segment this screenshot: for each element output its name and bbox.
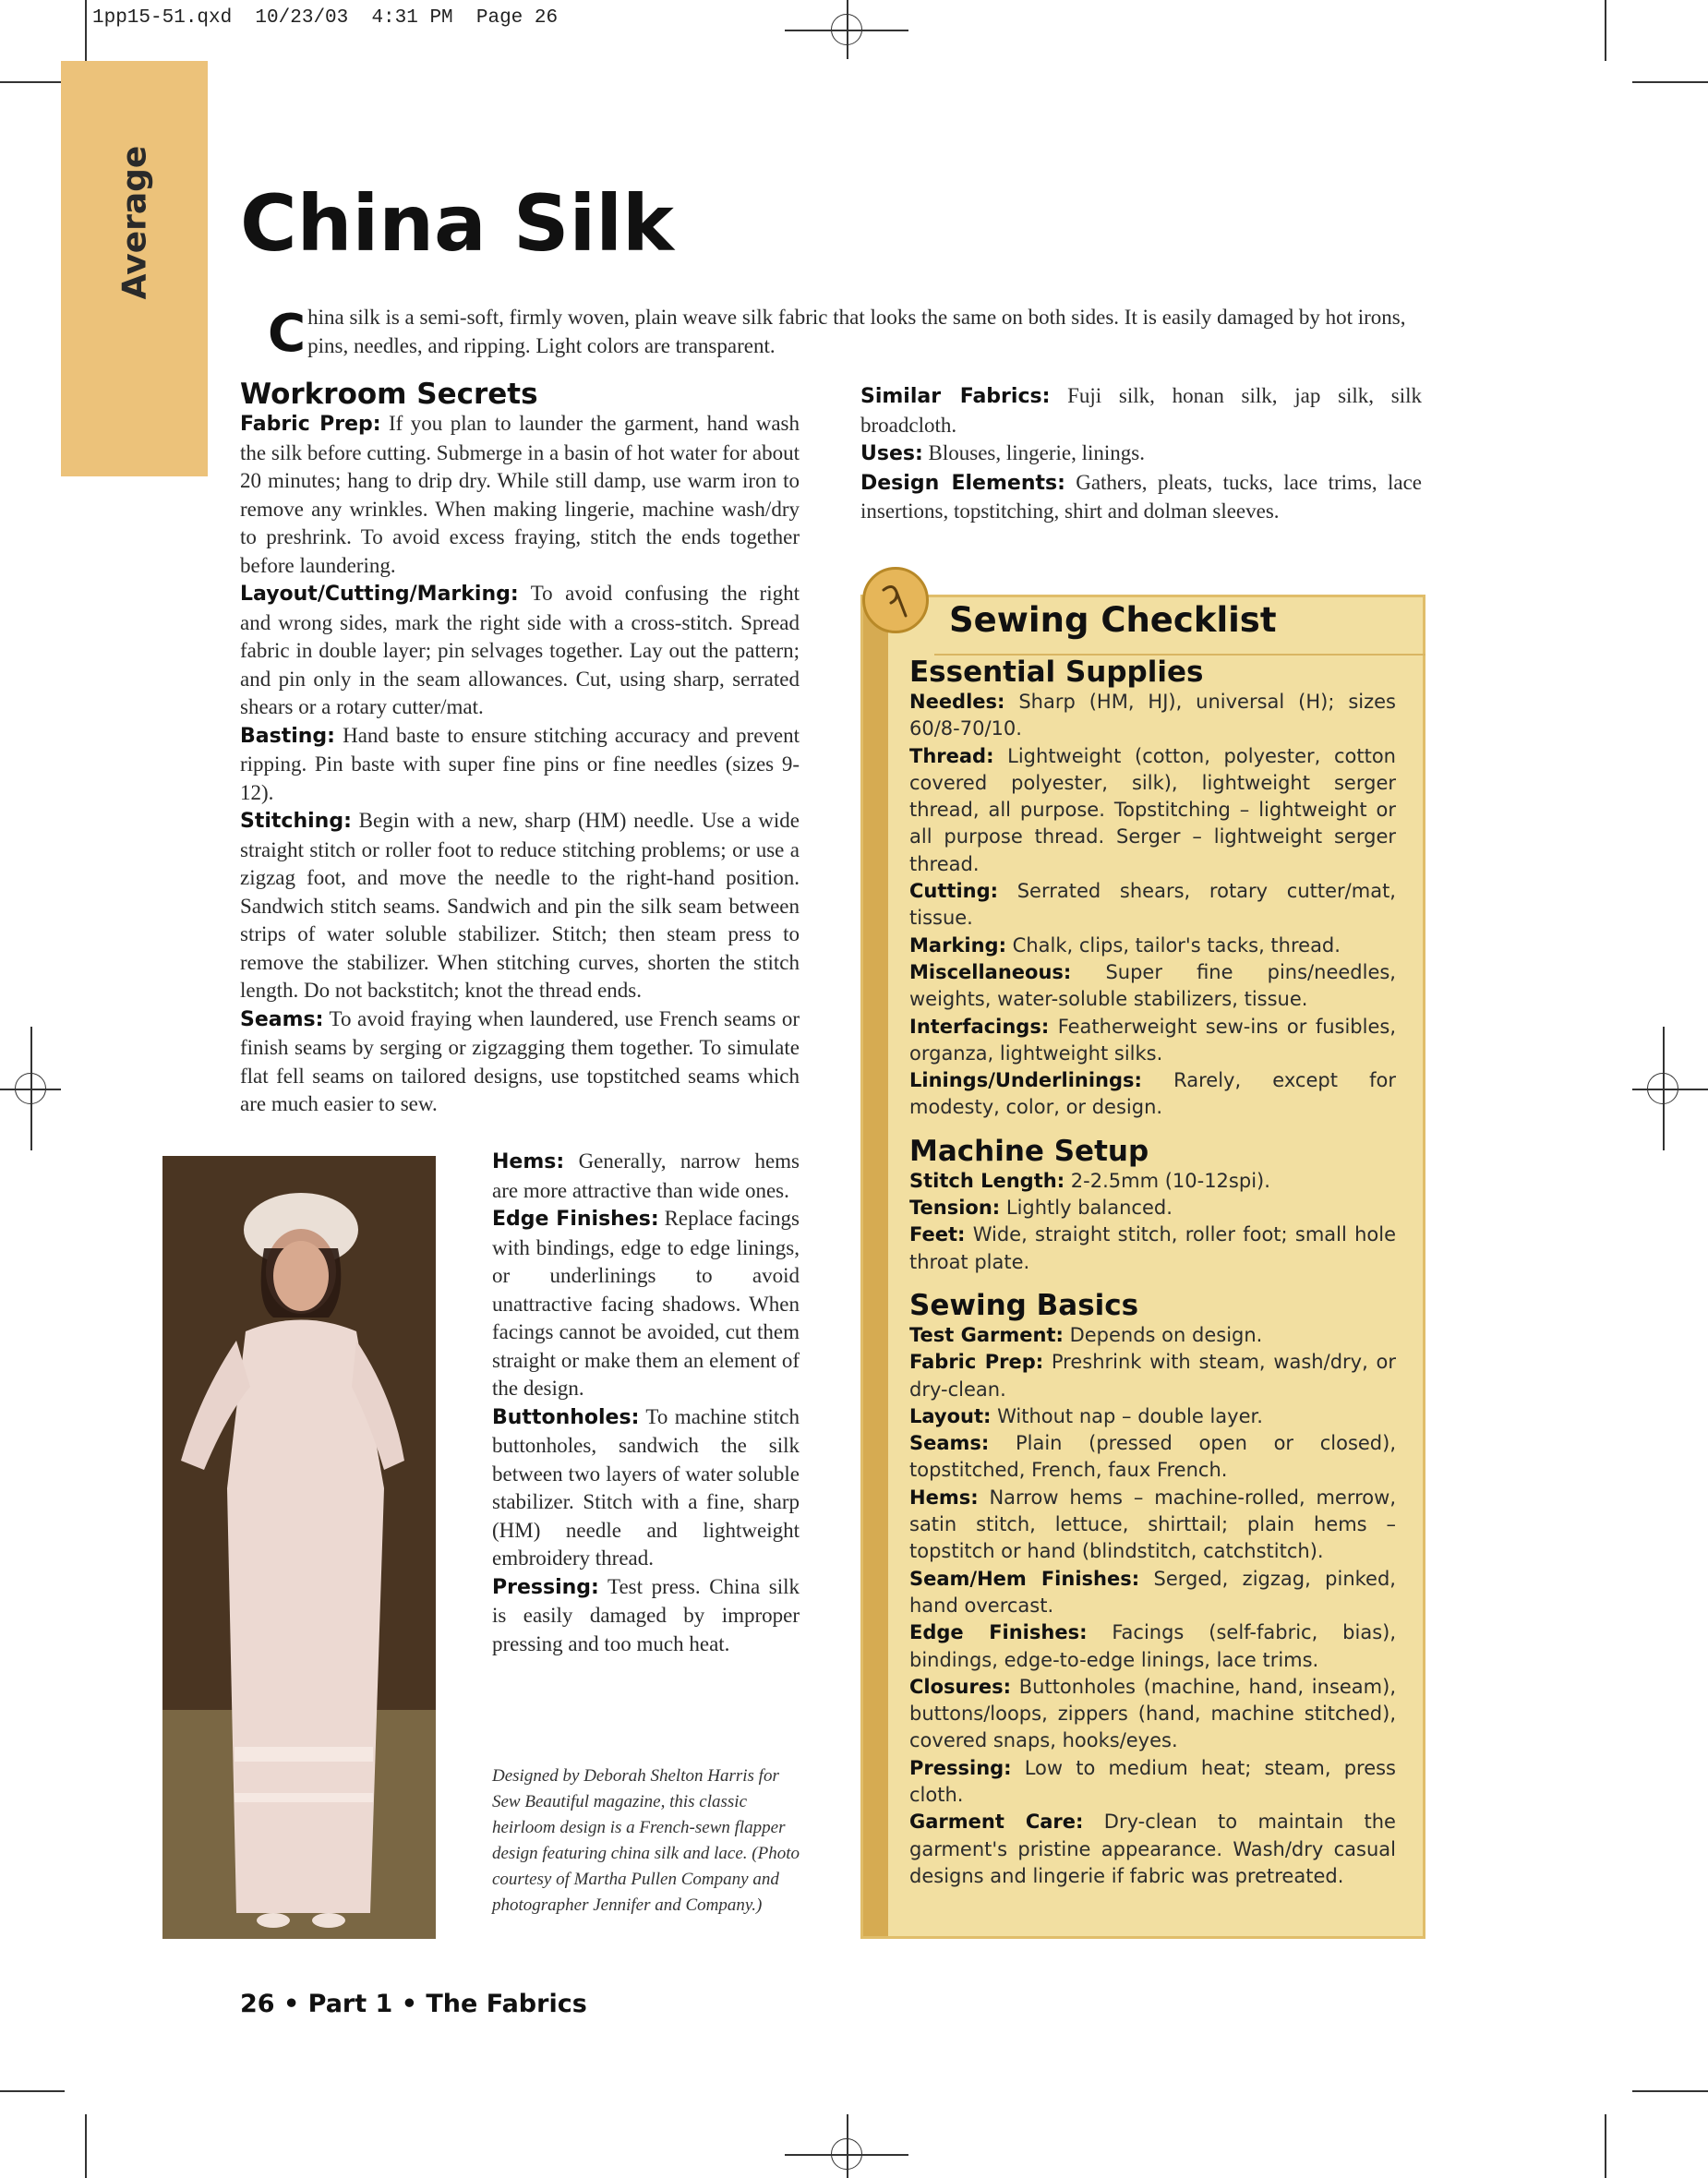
item-lead: Fabric Prep: <box>909 1351 1044 1374</box>
paragraph <box>492 1205 800 1403</box>
checklist-section-heading: Machine Setup <box>909 1134 1149 1168</box>
photo-caption: Designed by Deborah Shelton Harris for Sew Beautiful magazine, this classic heirloom design is a French-sewn flapper design featuring china silk and lace. (Photo courtesy of Martha Pullen Company and photographer Jennifer and Company.) <box>492 1766 800 1915</box>
item-lead: Pressing: <box>909 1756 1012 1779</box>
checklist-item <box>909 1221 1396 1276</box>
paragraph <box>492 1403 800 1573</box>
paragraph <box>492 1148 800 1205</box>
crop-mark <box>85 2114 87 2178</box>
intro-text: hina silk is a semi-soft, firmly woven, plain weave silk fabric that looks the same on both sides. It is easily damaged by hot irons, pins, needles, and ripping. Light colors are transparent. <box>307 306 1406 357</box>
item-lead: Interfacings: <box>909 1015 1050 1038</box>
item-text: Lightly balanced. <box>1000 1197 1173 1220</box>
item-lead: Closures: <box>909 1675 1011 1698</box>
item-text: 2-2.5mm (10-12spi). <box>1064 1169 1270 1192</box>
sewing-checklist <box>860 595 1425 1939</box>
checklist-item <box>909 1619 1396 1674</box>
woman-in-silk-dress-photo <box>162 1156 436 1939</box>
paragraph-lead: Fabric Prep: <box>240 413 381 436</box>
paragraph-text: Generally, narrow hems are more attractive than wide ones. <box>492 1149 800 1202</box>
item-lead: Edge Finishes: <box>909 1621 1088 1644</box>
item-lead: Miscellaneous: <box>909 960 1072 983</box>
paragraph-lead: Design Elements: <box>860 471 1065 495</box>
item-text: Narrow hems – machine-rolled, merrow, satin stitch, lettuce, shirttail; plain hems – topstitch or hand (blindstitch, catchstitch). <box>909 1486 1396 1563</box>
item-text: Plain (pressed open or closed), topstitched, French, faux French. <box>909 1432 1396 1482</box>
item-text: Without nap – double layer. <box>991 1404 1263 1427</box>
page-title: China Silk <box>240 178 674 269</box>
paragraph-lead: Hems: <box>492 1150 565 1173</box>
drop-cap: C <box>268 304 307 364</box>
checklist-item <box>909 1349 1396 1403</box>
item-lead: Hems: <box>909 1486 979 1509</box>
checklist-item <box>909 1014 1396 1068</box>
paragraph <box>240 1005 800 1119</box>
item-lead: Stitch Length: <box>909 1169 1065 1192</box>
checklist-item <box>909 878 1396 933</box>
intro-paragraph <box>240 303 1422 364</box>
paragraph-text: Begin with a new, sharp (HM) needle. Use a wide straight stitch or roller foot to reduce stitching problems; or use a zigzag foot, and move the needle to the right-hand position. Sandwich stitch seams. Sandwich and pin the silk seam between strips of water soluble stabilizer. Stitch; then steam press to remove the stabilizer. When stitching curves, shorten the stitch length. Do not backstitch; knot the thread ends. <box>240 809 800 1002</box>
paragraph-lead: Edge Finishes: <box>492 1208 659 1231</box>
paragraph-text: Replace facings with bindings, edge to edge linings, or underlinings to avoid unattractive facing shadows. When facings cannot be avoided, cut them straight or make them an element of the design. <box>492 1207 800 1400</box>
paragraph <box>240 722 800 808</box>
paragraph-text: Hand baste to ensure stitching accuracy and prevent ripping. Pin baste with super fine pins or fine needles (sizes 9-12). <box>240 723 800 804</box>
item-lead: Seams: <box>909 1432 990 1455</box>
checklist-item <box>909 959 1396 1014</box>
paragraph-lead: Uses: <box>860 442 923 465</box>
paragraph <box>240 410 800 580</box>
item-text: Buttonholes (machine, hand, inseam), buttons/loops, zippers (hand, machine stitched), covered snaps, hooks/eyes. <box>909 1675 1396 1752</box>
item-lead: Seam/Hem Finishes: <box>909 1567 1140 1590</box>
workroom-secrets-continued <box>492 1148 800 1658</box>
item-text: Featherweight sew-ins or fusibles, organza, lightweight silks. <box>909 1015 1396 1065</box>
checklist-item <box>909 1809 1396 1890</box>
checklist-item <box>909 689 1396 743</box>
item-text: Super fine pins/needles, weights, water-soluble stabilizers, tissue. <box>909 960 1396 1011</box>
paragraph-text: To avoid fraying when laundered, use French seams or finish seams by serging or zigzagging them together. To simulate flat fell seams on tailored designs, use topstitched seams which are much easier to sew. <box>240 1006 800 1115</box>
item-text: Preshrink with steam, wash/dry, or dry-clean. <box>909 1351 1396 1401</box>
paragraph-text: If you plan to launder the garment, hand wash the silk before cutting. Submerge in a basin of hot water for about 20 minutes; hang to drip dry. While still damp, use warm iron to remove any wrinkles. When making lingerie, machine wash/dry to preshrink. To avoid excess fraying, stitch the ends together before laundering. <box>240 412 800 577</box>
crop-mark <box>1605 0 1606 61</box>
checklist-item <box>909 933 1396 959</box>
item-lead: Needles: <box>909 691 1005 713</box>
paragraph-lead: Similar Fabrics: <box>860 385 1051 408</box>
item-text: Dry-clean to maintain the garment's pristine appearance. Wash/dry casual designs and lingerie if fabric was pretreated. <box>909 1811 1396 1887</box>
checklist-item <box>909 1067 1396 1122</box>
item-lead: Layout: <box>909 1404 992 1427</box>
paragraph-lead: Seams: <box>240 1007 324 1031</box>
item-lead: Cutting: <box>909 880 999 903</box>
paragraph-text: Test press. China silk is easily damaged by improper pressing and too much heat. <box>492 1574 800 1655</box>
checklist-section-heading: Essential Supplies <box>909 656 1204 689</box>
checklist-item <box>909 1168 1396 1195</box>
workroom-secrets <box>240 379 800 1119</box>
item-lead: Garment Care: <box>909 1811 1084 1834</box>
paragraph <box>860 382 1422 439</box>
crop-mark <box>1605 2114 1606 2178</box>
item-lead: Marking: <box>909 933 1006 957</box>
paragraph <box>492 1573 800 1659</box>
crop-mark <box>0 2090 65 2092</box>
paragraph-lead: Layout/Cutting/Marking: <box>240 583 519 606</box>
checklist-item <box>909 1322 1396 1349</box>
item-lead: Linings/Underlinings: <box>909 1069 1142 1092</box>
needle-thread-icon <box>862 567 929 633</box>
paragraph-lead: Stitching: <box>240 810 352 833</box>
item-text: Depends on design. <box>1063 1323 1263 1346</box>
item-text: Wide, straight stitch, roller foot; small hole throat plate. <box>909 1223 1396 1273</box>
difficulty-label: Average <box>115 145 153 300</box>
checklist-item <box>909 1430 1396 1485</box>
page-footer: 26 • Part 1 • The Fabrics <box>240 1990 587 2018</box>
checklist-section-heading: Sewing Basics <box>909 1288 1139 1322</box>
paragraph-text: Fuji silk, honan silk, jap silk, silk broadcloth. <box>860 384 1423 437</box>
paragraph-text: Blouses, lingerie, linings. <box>922 441 1145 464</box>
paragraph <box>240 580 800 722</box>
difficulty-tab <box>61 61 208 476</box>
slug-line: 1pp15-51.qxd 10/23/03 4:31 PM Page 26 <box>92 7 559 29</box>
crop-mark <box>85 0 87 61</box>
paragraph <box>860 469 1422 526</box>
checklist-item <box>909 1566 1396 1620</box>
paragraph-text: To machine stitch buttonholes, sandwich the silk between two layers of water soluble stabilizer. Stitch with a fine, sharp (HM) needle and lightweight embroidery thread. <box>492 1404 800 1570</box>
crop-mark <box>1632 2090 1708 2092</box>
paragraph-text: Gathers, pleats, tucks, lace trims, lace insertions, topstitching, shirt and dolman sleeves. <box>860 470 1422 523</box>
checklist-body <box>909 656 1396 1890</box>
checklist-item <box>909 743 1396 878</box>
paragraph <box>860 439 1422 469</box>
item-text: Facings (self-fabric, bias), bindings, edge-to-edge linings, lace trims. <box>909 1621 1397 1671</box>
item-text: Lightweight (cotton, polyester, cotton covered polyester, silk), lightweight serger thread, all purpose. Topstitching – lightweight or all purpose thread. Serger – lightweight serger thread. <box>909 744 1396 875</box>
fabric-info <box>860 382 1422 526</box>
item-text: Low to medium heat; steam, press cloth. <box>909 1756 1396 1806</box>
checklist-item <box>909 1485 1396 1566</box>
item-lead: Thread: <box>909 744 994 767</box>
checklist-title: Sewing Checklist <box>949 600 1277 640</box>
item-text: Rarely, except for modesty, color, or design. <box>909 1069 1396 1119</box>
item-text: Serged, zigzag, pinked, hand overcast. <box>909 1567 1396 1617</box>
paragraph-text: To avoid confusing the right and wrong sides, mark the right side with a cross-stitch. Spread fabric in double layer; pin selvages together. Lay out the pattern; and pin only in the seam allowances. Cut, using sharp, serrated shears or a rotary cutter/mat. <box>240 582 800 718</box>
checklist-item <box>909 1755 1396 1810</box>
checklist-item <box>909 1674 1396 1755</box>
item-text: Chalk, clips, tailor's tacks, thread. <box>1005 933 1341 957</box>
paragraph <box>240 807 800 1005</box>
item-lead: Tension: <box>909 1197 1001 1220</box>
paragraph-lead: Buttonholes: <box>492 1405 640 1429</box>
crop-mark <box>0 81 65 83</box>
item-lead: Test Garment: <box>909 1323 1064 1346</box>
crop-mark <box>1632 81 1708 83</box>
item-text: Sharp (HM, HJ), universal (H); sizes 60/8-70/10. <box>909 691 1396 740</box>
paragraph-lead: Pressing: <box>492 1575 599 1599</box>
item-lead: Feet: <box>909 1223 966 1246</box>
checklist-item <box>909 1403 1396 1430</box>
section-heading: Workroom Secrets <box>240 378 538 411</box>
paragraph-lead: Basting: <box>240 724 335 748</box>
checklist-item <box>909 1195 1396 1221</box>
item-text: Serrated shears, rotary cutter/mat, tissue. <box>909 880 1396 930</box>
